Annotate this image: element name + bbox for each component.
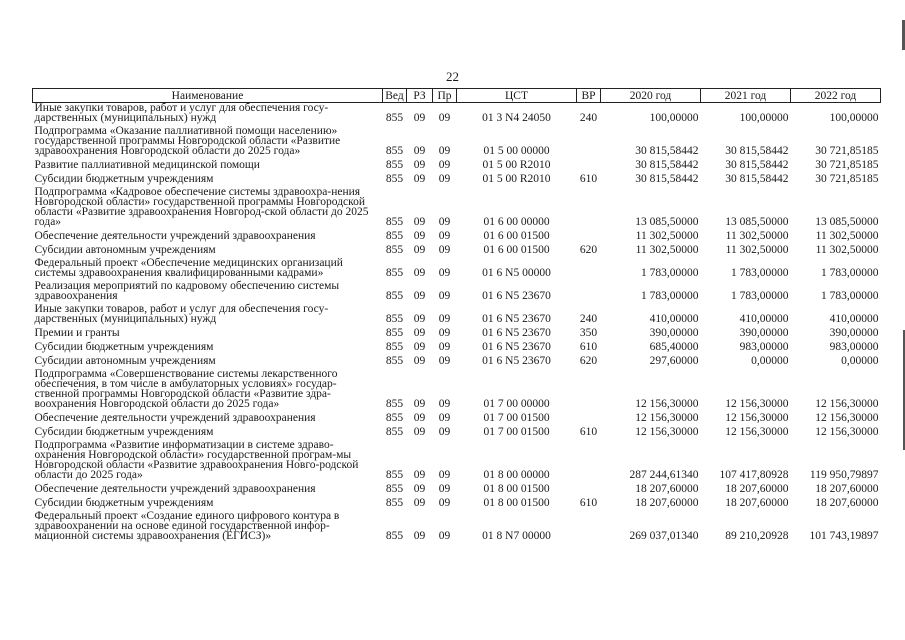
- cell-cst: 01 6 N5 23670: [482, 313, 551, 325]
- header-2020: 2020 год: [601, 89, 701, 103]
- cell-cst: 01 6 00 01500: [483, 244, 550, 256]
- cell-name: Подпрограмма «Совершенствование системы лекарственного обеспечения, в том числе в амбулаторных условиях» государ-ственной программы Новгородской области «Развитие здра-воохранения Новгородской области до 2025 года»: [34, 368, 338, 410]
- table-row: [33, 327, 881, 341]
- cell-2020: 12 156,30000: [635, 426, 699, 438]
- cell-2022: 1 783,00000: [821, 267, 879, 279]
- cell-ved: 855: [385, 230, 404, 242]
- cell-name: Подпрограмма «Развитие информатизации в системе здраво-охранения Новгородской области» государственной програм-мы Новгородской области «Развитие здравоохранения Новго-родской области до 2025 года»: [34, 439, 359, 481]
- cell-rz: 09: [413, 244, 426, 256]
- cell-2021: 89 210,20928: [725, 530, 789, 542]
- cell-name: Развитие паллиативной медицинской помощи: [34, 159, 260, 171]
- cell-2022: 390,00000: [829, 327, 879, 339]
- cell-2021: 983,00000: [739, 341, 789, 353]
- cell-cst: 01 6 N5 23670: [482, 341, 551, 353]
- cell-rz: 09: [413, 469, 426, 481]
- cell-name: Субсидии автономным учреждениям: [34, 355, 216, 367]
- cell-2021: 12 156,30000: [725, 426, 789, 438]
- cell-2021: 107 417,80928: [719, 469, 789, 481]
- cell-2022: 100,00000: [829, 112, 879, 124]
- table-row: [33, 103, 881, 127]
- cell-vr: [577, 412, 601, 426]
- cell-name: Субсидии бюджетным учреждениям: [34, 497, 214, 509]
- cell-pr: 09: [438, 341, 451, 353]
- cell-2022: 410,00000: [829, 313, 879, 325]
- cell-vr: 620: [579, 355, 598, 367]
- cell-pr: 09: [438, 412, 451, 424]
- table-row: [33, 511, 881, 544]
- cell-ved: 855: [385, 216, 404, 228]
- cell-cst: 01 6 N5 00000: [482, 267, 551, 279]
- cell-name: Федеральный проект «Создание единого цифрового контура в здравоохранении на основе единой государственной инфор-мационной системы здравоохранения (ЕГИСЗ)»: [34, 510, 340, 542]
- cell-name: Иные закупки товаров, работ и услуг для обеспечения госу-дарственных (муниципальных) нужд: [34, 102, 329, 124]
- cell-rz: 09: [413, 530, 426, 542]
- cell-rz: 09: [413, 313, 426, 325]
- cell-cst: 01 8 00 01500: [483, 483, 550, 495]
- table-row: [33, 369, 881, 412]
- cell-cst: 01 8 00 00000: [483, 469, 550, 481]
- cell-name: Подпрограмма «Кадровое обеспечение системы здравоохра-нения Новгородской области» государственной программы Новгородской области «Развитие здравоохранения Новгород-ской области до 2025 года»: [34, 186, 369, 228]
- cell-name: Субсидии автономным учреждениям: [34, 244, 216, 256]
- cell-rz: 09: [413, 355, 426, 367]
- cell-2021: 1 783,00000: [731, 267, 789, 279]
- cell-rz: 09: [413, 145, 426, 157]
- cell-pr: 09: [438, 327, 451, 339]
- cell-cst: 01 7 00 01500: [483, 412, 550, 424]
- cell-2021: 410,00000: [739, 313, 789, 325]
- cell-ved: 855: [385, 398, 404, 410]
- cell-ved: 855: [385, 112, 404, 124]
- cell-2020: 30 815,58442: [635, 173, 699, 185]
- cell-2020: 11 302,50000: [635, 244, 699, 256]
- table-row: [33, 304, 881, 327]
- cell-2020: 30 815,58442: [635, 159, 699, 171]
- cell-name: Субсидии бюджетным учреждениям: [34, 173, 214, 185]
- cell-name: Субсидии бюджетным учреждениям: [34, 426, 214, 438]
- cell-2021: 0,00000: [751, 355, 789, 367]
- cell-rz: 09: [413, 483, 426, 495]
- cell-rz: 09: [413, 412, 426, 424]
- cell-ved: 855: [385, 412, 404, 424]
- cell-pr: 09: [438, 313, 451, 325]
- cell-pr: 09: [438, 530, 451, 542]
- cell-ved: 855: [385, 355, 404, 367]
- cell-name: Обеспечение деятельности учреждений здравоохранения: [34, 483, 316, 495]
- cell-ved: 855: [385, 341, 404, 353]
- cell-2020: 287 244,61340: [629, 469, 699, 481]
- cell-cst: 01 3 N4 24050: [482, 112, 551, 124]
- cell-vr: 620: [579, 244, 598, 256]
- header-name: Наименование: [33, 89, 383, 103]
- cell-ved: 855: [385, 159, 404, 171]
- cell-cst: 01 6 00 00000: [483, 216, 550, 228]
- cell-vr: [577, 440, 601, 483]
- header-rz: РЗ: [407, 89, 433, 103]
- cell-2022: 0,00000: [841, 355, 879, 367]
- cell-2020: 100,00000: [649, 112, 699, 124]
- cell-2022: 30 721,85185: [815, 145, 879, 157]
- cell-2021: 30 815,58442: [725, 145, 789, 157]
- cell-2021: 13 085,50000: [725, 216, 789, 228]
- cell-2021: 1 783,00000: [731, 290, 789, 302]
- cell-cst: 01 6 N5 23670: [482, 290, 551, 302]
- cell-2020: 297,60000: [649, 355, 699, 367]
- cell-2020: 18 207,60000: [635, 497, 699, 509]
- cell-2020: 1 783,00000: [641, 267, 699, 279]
- cell-2020: 12 156,30000: [635, 412, 699, 424]
- cell-ved: 855: [385, 483, 404, 495]
- cell-2020: 685,40000: [649, 341, 699, 353]
- table-row: [33, 258, 881, 281]
- cell-name: Федеральный проект «Обеспечение медицинских организаций системы здравоохранения квалифицированными кадрами»: [34, 257, 343, 279]
- cell-2021: 11 302,50000: [725, 230, 789, 242]
- cell-2020: 30 815,58442: [635, 145, 699, 157]
- cell-2022: 18 207,60000: [815, 483, 879, 495]
- cell-2020: 390,00000: [649, 327, 699, 339]
- cell-2022: 13 085,50000: [815, 216, 879, 228]
- table-row: [33, 497, 881, 511]
- cell-2021: 12 156,30000: [725, 412, 789, 424]
- cell-2021: 18 207,60000: [725, 497, 789, 509]
- cell-name: Премии и гранты: [34, 327, 120, 339]
- cell-vr: 350: [579, 327, 598, 339]
- cell-rz: 09: [413, 112, 426, 124]
- cell-2020: 12 156,30000: [635, 398, 699, 410]
- table-row: [33, 173, 881, 187]
- cell-ved: 855: [385, 497, 404, 509]
- cell-vr: [577, 230, 601, 244]
- table-header-row: [33, 89, 881, 103]
- cell-pr: 09: [438, 469, 451, 481]
- cell-name: Реализация мероприятий по кадровому обеспечению системы здравоохранения: [34, 280, 340, 302]
- cell-pr: 09: [438, 216, 451, 228]
- cell-2022: 11 302,50000: [815, 244, 879, 256]
- cell-2022: 101 743,19897: [809, 530, 879, 542]
- cell-pr: 09: [438, 483, 451, 495]
- cell-cst: 01 6 N5 23670: [482, 355, 551, 367]
- cell-pr: 09: [438, 426, 451, 438]
- table-row: [33, 440, 881, 483]
- cell-vr: [577, 159, 601, 173]
- cell-2021: 390,00000: [739, 327, 789, 339]
- header-vr: ВР: [577, 89, 601, 103]
- table-row: [33, 159, 881, 173]
- cell-2022: 1 783,00000: [821, 290, 879, 302]
- cell-ved: 855: [385, 327, 404, 339]
- cell-2022: 12 156,30000: [815, 426, 879, 438]
- cell-rz: 09: [413, 230, 426, 242]
- cell-2020: 1 783,00000: [641, 290, 699, 302]
- cell-rz: 09: [413, 290, 426, 302]
- cell-vr: 610: [579, 497, 598, 509]
- cell-name: Субсидии бюджетным учреждениям: [34, 341, 214, 353]
- table-row: [33, 426, 881, 440]
- cell-rz: 09: [413, 159, 426, 171]
- table-row: [33, 412, 881, 426]
- cell-vr: 610: [579, 341, 598, 353]
- cell-2022: 30 721,85185: [815, 173, 879, 185]
- cell-2020: 11 302,50000: [635, 230, 699, 242]
- cell-name: Подпрограмма «Оказание паллиативной помощи населению» государственной программы Новгородской области «Развитие здравоохранения Новгородской области до 2025 года»: [34, 125, 341, 157]
- table-row: [33, 355, 881, 369]
- cell-pr: 09: [438, 355, 451, 367]
- cell-ved: 855: [385, 313, 404, 325]
- cell-vr: [577, 258, 601, 281]
- cell-pr: 09: [438, 267, 451, 279]
- cell-pr: 09: [438, 244, 451, 256]
- header-cst: ЦСТ: [457, 89, 577, 103]
- cell-pr: 09: [438, 145, 451, 157]
- cell-rz: 09: [413, 327, 426, 339]
- cell-2022: 983,00000: [829, 341, 879, 353]
- cell-2022: 12 156,30000: [815, 398, 879, 410]
- cell-name: Иные закупки товаров, работ и услуг для обеспечения госу-дарственных (муниципальных) нужд: [34, 303, 329, 325]
- cell-ved: 855: [385, 267, 404, 279]
- cell-pr: 09: [438, 230, 451, 242]
- table-row: [33, 126, 881, 159]
- cell-vr: [577, 126, 601, 159]
- cell-2022: 11 302,50000: [815, 230, 879, 242]
- table-row: [33, 341, 881, 355]
- cell-vr: [577, 369, 601, 412]
- table-row: [33, 244, 881, 258]
- cell-pr: 09: [438, 398, 451, 410]
- cell-ved: 855: [385, 244, 404, 256]
- cell-vr: 240: [579, 313, 598, 325]
- cell-2022: 119 950,79897: [809, 469, 879, 481]
- cell-rz: 09: [413, 267, 426, 279]
- cell-rz: 09: [413, 497, 426, 509]
- cell-vr: [577, 281, 601, 304]
- header-2021: 2021 год: [701, 89, 791, 103]
- cell-ved: 855: [385, 469, 404, 481]
- cell-2022: 12 156,30000: [815, 412, 879, 424]
- cell-cst: 01 5 00 00000: [483, 145, 550, 157]
- cell-2021: 30 815,58442: [725, 173, 789, 185]
- cell-ved: 855: [385, 530, 404, 542]
- budget-table: [32, 88, 881, 544]
- cell-cst: 01 5 00 R2010: [482, 159, 551, 171]
- cell-rz: 09: [413, 216, 426, 228]
- cell-rz: 09: [413, 426, 426, 438]
- cell-vr: [577, 483, 601, 497]
- cell-2022: 18 207,60000: [815, 497, 879, 509]
- cell-2020: 410,00000: [649, 313, 699, 325]
- table-row: [33, 230, 881, 244]
- cell-ved: 855: [385, 145, 404, 157]
- cell-vr: 610: [579, 426, 598, 438]
- cell-ved: 855: [385, 426, 404, 438]
- cell-ved: 855: [385, 290, 404, 302]
- table-row: [33, 483, 881, 497]
- cell-pr: 09: [438, 159, 451, 171]
- cell-2020: 13 085,50000: [635, 216, 699, 228]
- cell-name: Обеспечение деятельности учреждений здравоохранения: [34, 412, 316, 424]
- header-ved: Вед: [383, 89, 407, 103]
- table-body: [33, 103, 881, 545]
- cell-vr: 610: [579, 173, 598, 185]
- cell-2021: 100,00000: [739, 112, 789, 124]
- cell-vr: 240: [579, 112, 598, 124]
- cell-2022: 30 721,85185: [815, 159, 879, 171]
- cell-2021: 12 156,30000: [725, 398, 789, 410]
- header-2022: 2022 год: [791, 89, 881, 103]
- cell-pr: 09: [438, 497, 451, 509]
- cell-pr: 09: [438, 173, 451, 185]
- table-row: [33, 187, 881, 230]
- cell-ved: 855: [385, 173, 404, 185]
- cell-2021: 18 207,60000: [725, 483, 789, 495]
- cell-vr: [577, 187, 601, 230]
- cell-cst: 01 7 00 00000: [483, 398, 550, 410]
- cell-vr: [577, 511, 601, 544]
- cell-rz: 09: [413, 398, 426, 410]
- cell-2021: 30 815,58442: [725, 159, 789, 171]
- cell-cst: 01 8 N7 00000: [482, 530, 551, 542]
- cell-rz: 09: [413, 173, 426, 185]
- page-number: 22: [446, 69, 459, 84]
- cell-pr: 09: [438, 290, 451, 302]
- cell-name: Обеспечение деятельности учреждений здравоохранения: [34, 230, 316, 242]
- cell-cst: 01 6 N5 23670: [482, 327, 551, 339]
- cell-cst: 01 5 00 R2010: [482, 173, 551, 185]
- cell-rz: 09: [413, 341, 426, 353]
- cell-cst: 01 8 00 01500: [483, 497, 550, 509]
- cell-2020: 269 037,01340: [629, 530, 699, 542]
- cell-cst: 01 6 00 01500: [483, 230, 550, 242]
- cell-2021: 11 302,50000: [725, 244, 789, 256]
- table-row: [33, 281, 881, 304]
- cell-2020: 18 207,60000: [635, 483, 699, 495]
- header-pr: Пр: [433, 89, 457, 103]
- cell-cst: 01 7 00 01500: [483, 426, 550, 438]
- cell-pr: 09: [438, 112, 451, 124]
